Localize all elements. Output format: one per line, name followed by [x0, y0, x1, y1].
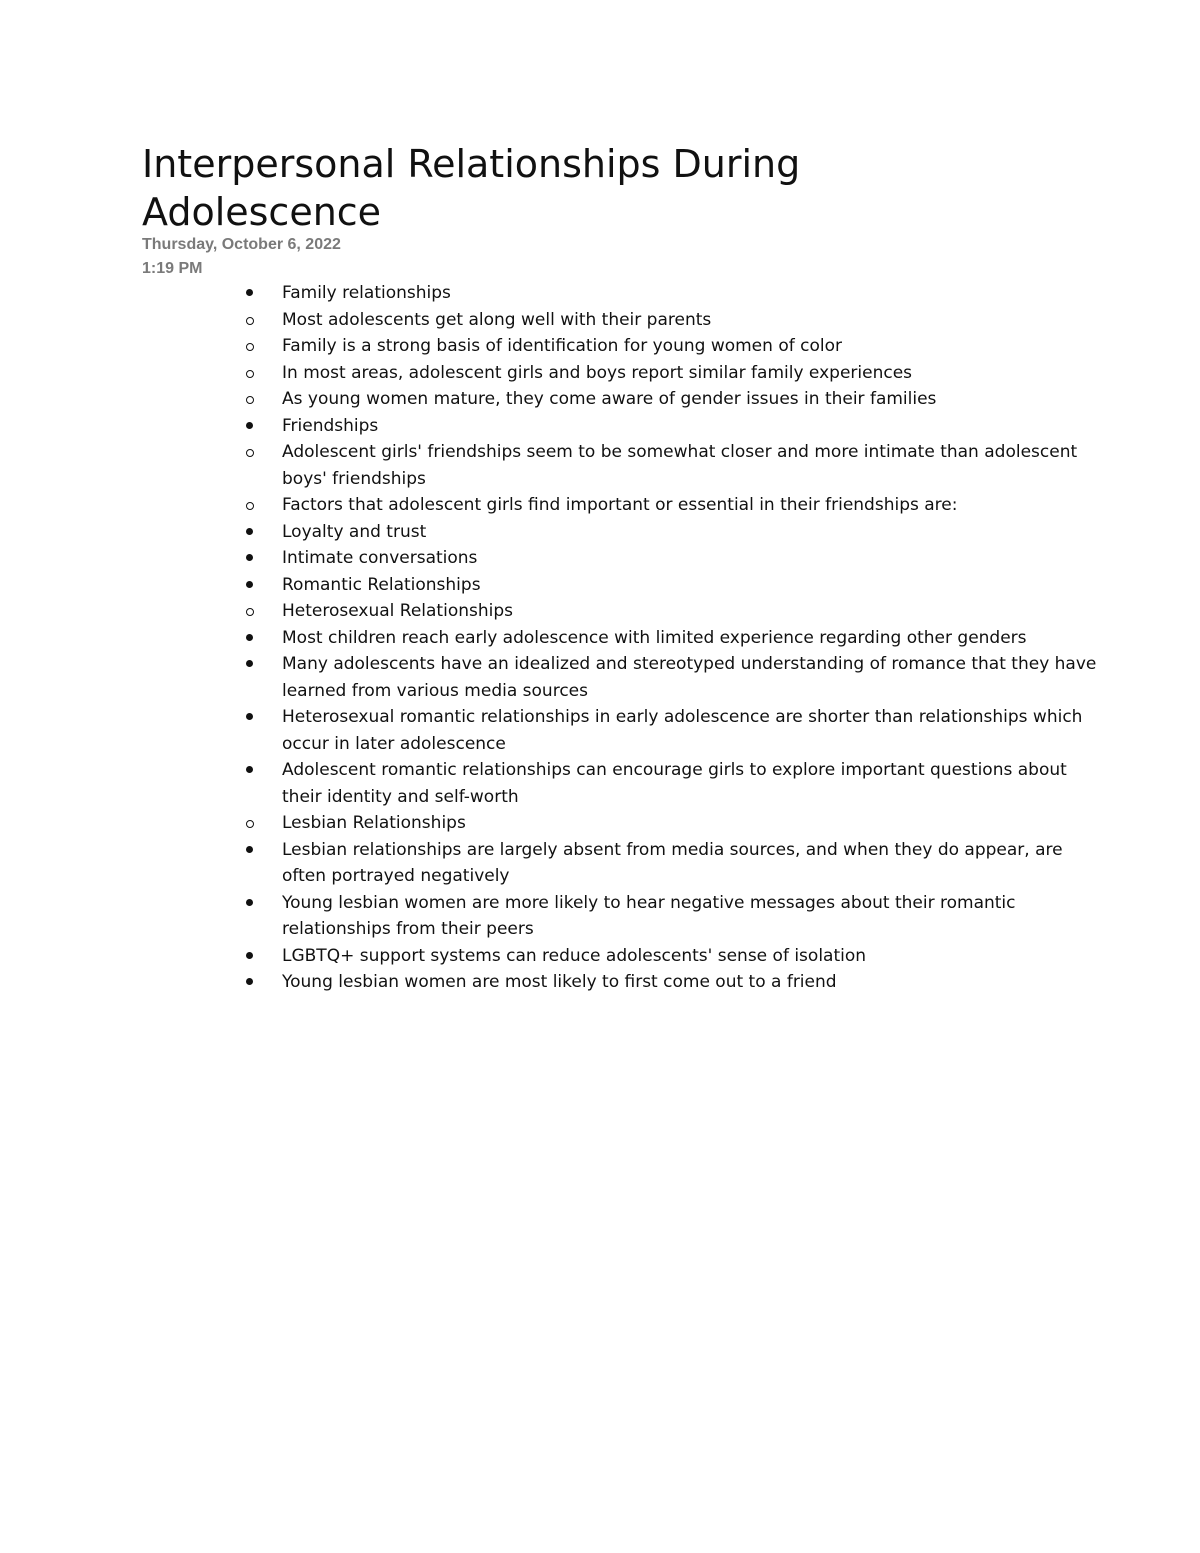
outline-item-level-3 — [244, 519, 1104, 546]
outline-item-text: Heterosexual romantic relationships in early adolescence are shorter than relationships which occur in later adolescence — [282, 707, 1083, 754]
outline-item-text: Young lesbian women are most likely to first come out to a friend — [282, 972, 837, 992]
outline-item-text: Adolescent girls' friendships seem to be somewhat closer and more intimate than adolescent boys' friendships — [282, 442, 1078, 489]
outline-sublist — [244, 519, 1104, 572]
outline-item-text: Lesbian relationships are largely absent from media sources, and when they do appear, are often portrayed negatively — [282, 839, 1063, 886]
outline-item-text: Most adolescents get along well with their parents — [282, 309, 712, 330]
outline-item-level-3 — [244, 545, 1104, 572]
note-time: 1:19 PM — [142, 260, 203, 277]
outline-item-level-2 — [244, 598, 1104, 625]
outline-item-level-2 — [244, 439, 1104, 492]
outline-item-text: Family relationships — [282, 283, 451, 303]
outline-item-text: Romantic Relationships — [282, 574, 481, 595]
outline-item-text: Adolescent romantic relationships can encourage girls to explore important questions about their identity and self-worth — [282, 760, 1067, 807]
outline-item-level-3 — [244, 651, 1104, 704]
note-date: Thursday, October 6, 2022 — [142, 236, 341, 253]
outline-item-level-1 — [244, 413, 1104, 440]
outline-item-text: As young women mature, they come aware of gender issues in their families — [282, 389, 937, 409]
outline-item-text: LGBTQ+ support systems can reduce adolescents' sense of isolation — [282, 945, 867, 966]
outline-item-level-2 — [244, 307, 1104, 334]
outline-sublist — [244, 837, 1104, 996]
outline-item-text: Young lesbian women are more likely to hear negative messages about their romantic relationships from their peers — [282, 892, 1016, 939]
outline-item-text: Loyalty and trust — [282, 521, 427, 542]
outline-sublist — [244, 625, 1104, 811]
outline-item-text: Intimate conversations — [282, 548, 478, 568]
outline-item-level-2 — [244, 360, 1104, 387]
outline-item-level-3 — [244, 890, 1104, 943]
outline-item-level-3 — [244, 837, 1104, 890]
outline-item-level-3 — [244, 704, 1104, 757]
outline-item-text: Friendships — [282, 415, 379, 436]
outline-list — [244, 280, 1104, 996]
outline-item-level-2 — [244, 492, 1104, 519]
outline-item-text: Heterosexual Relationships — [282, 601, 513, 621]
outline-sublist — [244, 439, 1104, 572]
outline-item-level-2 — [244, 810, 1104, 837]
outline-item-text: Family is a strong basis of identification for young women of color — [282, 336, 842, 356]
outline-sublist — [244, 598, 1104, 996]
outline-item-text: Many adolescents have an idealized and stereotyped understanding of romance that they have learned from various media sources — [282, 654, 1097, 701]
outline-item-level-3 — [244, 969, 1104, 996]
outline-item-text: Most children reach early adolescence with limited experience regarding other genders — [282, 627, 1027, 648]
outline-item-level-3 — [244, 625, 1104, 652]
outline-item-level-1 — [244, 572, 1104, 599]
outline-item-level-3 — [244, 757, 1104, 810]
outline-item-text: Lesbian Relationships — [282, 813, 466, 833]
outline-item-level-2 — [244, 386, 1104, 413]
outline-item-level-1 — [244, 280, 1104, 307]
outline-item-level-2 — [244, 333, 1104, 360]
outline-item-level-3 — [244, 943, 1104, 970]
outline-sublist — [244, 307, 1104, 413]
outline-item-text: Factors that adolescent girls find important or essential in their friendships are: — [282, 495, 958, 515]
outline-item-text: In most areas, adolescent girls and boys report similar family experiences — [282, 362, 913, 383]
page-title: Interpersonal Relationships During Adolescence — [142, 142, 801, 234]
